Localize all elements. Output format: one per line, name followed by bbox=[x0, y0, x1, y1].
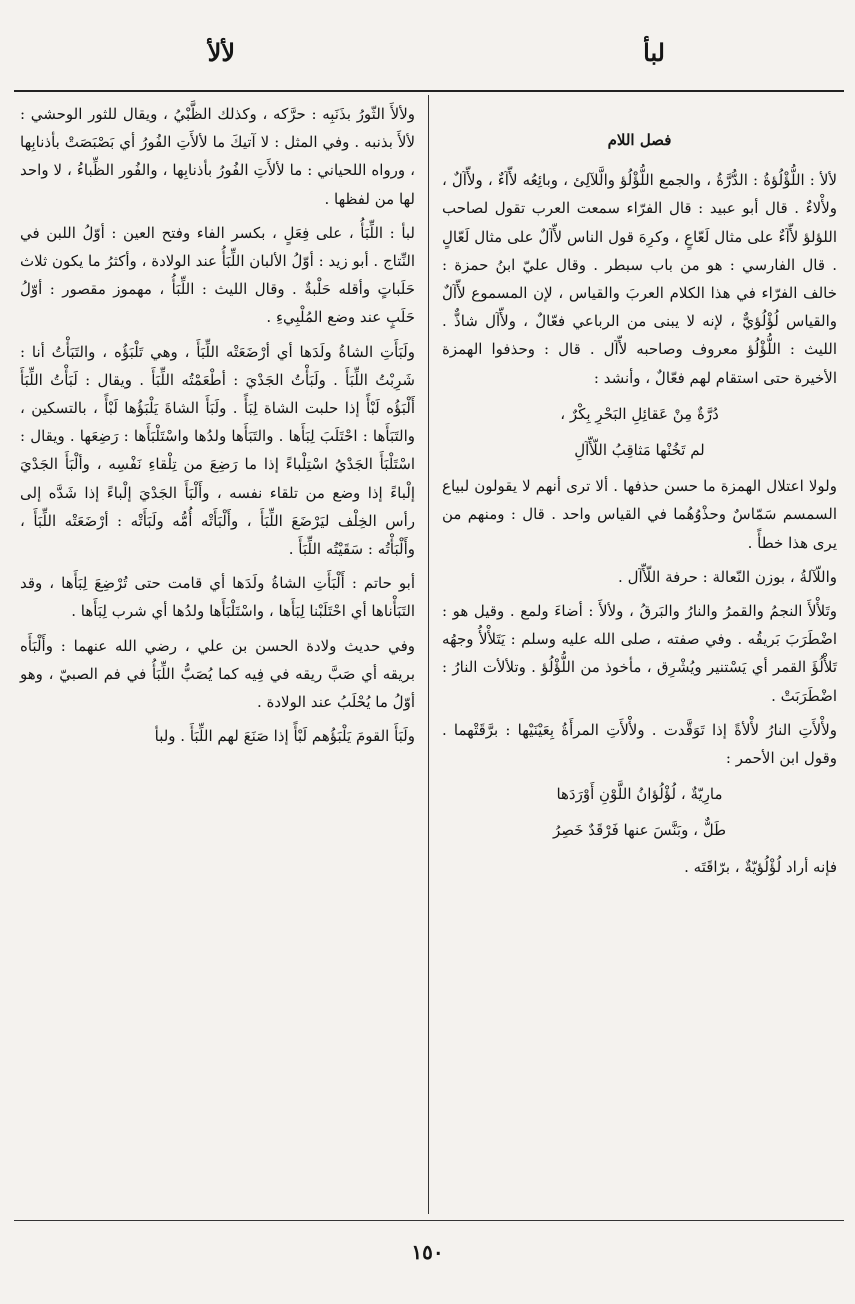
entry-paragraph: لبأ : اللِّبَأُ ، على فِعَلٍ ، بكسر الفاء وفتح العين : أوّلُ اللبن في النِّتاج . أبو زيد : أوّلُ الألبان اللِّبَأُ عند الولادة ، وأكثرُ ما يكون ثلاث حَلَباتٍ وأقله حَلْبةٌ . وقال الليث : اللِّبَأُ ، مهموز مقصور : أوّلُ حَلَبٍ عند وضع المُلْبِيءِ . bbox=[20, 223, 415, 327]
entry-paragraph: ولَبَأَتِ الشاةُ ولَدَها أي أرْضَعَتْه اللِّبَأَ ، وهي تَلْبَؤُه ، والتَبَأْتُ أنا : شَرِبْتُ اللِّبَأَ . ولَبَأْتُ الجَدْيَ : أطْعَمْتُه اللِّبَأَ . ويقال : لَبَأْتُ اللِّبَأَ أَلْبَؤُه لَبْأً إذا حلبت الشاة لِبَأً . ولَبَأَ الشاةَ يَلْبَؤُها لَبْأً ، بالتسكين ، والتَبَأَها : احْتَلَبَ لِبَأَها . والتَبَأَها ولدُها واسْتَلْبَأَها : رَضِعَها . ويقال : اسْتَلْبَأَ الجَدْيُ اسْتِلْباءً إذا ما رَضِعَ من تِلْقاءِ نَفْسِه ، وألْبَأَ الجَدْيَ إلْباءً إذا وضع من تلقاء نفسه ، وأَلْبَأَ الجَدْيَ إلْباءً إذا شَدَّه إلى رأس الخِلْف ليَرْضَعَ اللِّبَأَ ، وأَلْبَأَتْه أُمُّه ولَبَأَتْه : أرْضَعَتْه اللِّبَأَ ، وأَلْبَأْتُه : سَقَيْتُه اللِّبَأَ . bbox=[20, 342, 415, 559]
left-column bbox=[20, 100, 415, 756]
entry-paragraph: فإنه أراد لُؤْلُؤيّةٌ ، برّاقَتَه . bbox=[684, 857, 837, 876]
section-title: فصل اللام bbox=[607, 131, 672, 149]
entry-paragraph: ولألأَ الثّورُ بذَنَبِه : حرَّكه ، وكذلك الظَّبْيُ ، ويقال للثور الوحشي : لألأَ بذنبه . وفي المثل : لا آتيكَ ما لألأَتِ الفُورُ أي بَصْبَصَتْ بأذنابِها ، ورواه اللحياني : ما لألأَتِ الفُورُ بأذنابِها ، والفُور الظِّباءُ ، لا واحد لها من لفظها . bbox=[20, 105, 415, 208]
entry-paragraph: ولولا اعتلال الهمزة ما حسن حذفها . ألا ترى أنهم لا يقولون لبياع السمسم سَمّاسٌ وحذْوُهُما في القياس واحد . قال : ومنهم من يرى هذا خطأً . bbox=[442, 477, 837, 552]
right-column bbox=[442, 100, 837, 887]
page-number: ١٥٠ bbox=[411, 1240, 444, 1264]
footer-rule bbox=[14, 1220, 844, 1221]
entry-paragraph: لألأ : اللُّؤْلُؤةُ : الدُّرَّةُ ، والجمع اللُّؤْلُؤ والَّلآلِئ ، وبائِعُه لأّآءٌ ، ولأّآلٌ ، ولأْلاءٌ . قال أبو عبيد : قال الفرّاء سمعت العرب تقول لصاحب اللؤلؤ لأّآءٌ على مثال لَعّاعٍ ، وكرِهَ قول الناس لأّآلٌ على مثال لَعّالٍ . قال الفارسي : هو من باب سبطر . وقال عليّ ابنُ حمزة : خالف الفرّاء في هذا الكلام العربَ والقياس ، لإن المسموع لأّآلٌ والقياس لُؤْلُؤيٌّ ، لإنه لا يبنى من الرباعي فعّالٌ ، ولأّآل شاذٌّ . الليث : اللُّؤْلُؤ معروف وصاحبه لأّآل . قال : وحذفوا الهمزة الأخيرة حتى استقام لهم فعّالٌ ، وأنشد : bbox=[442, 171, 837, 387]
entry-paragraph: ولأْلأَتِ النارُ لأْلأةً إذا تَوَقَّدت . ولأْلأَتِ المرأَةُ بِعَيْنَيْها : برَّقَتْهما . وقول ابن الأحمر : bbox=[442, 720, 837, 768]
entry-paragraph: وتَلأْلأَ النجمُ والقمرُ والنارُ والبَرقُ ، ولألأَ : أضاءَ ولمع . وقيل هو : اضْطَرَبَ بَريقُه . وفي صفته ، صلى الله عليه وسلم : يَتَلأْلأُ وجهُه تَلأْلُؤَ القمر أي يَسْتنير ويُشْرِق ، مأخوذ من اللُّؤْلُؤ . وتلألأت النارُ : اضْطَرَبَتْ . bbox=[442, 602, 837, 705]
running-head-left: لبأ bbox=[643, 38, 665, 67]
entry-paragraph: أبو حاتم : أَلْبَأَتِ الشاةُ ولَدَها أي قامت حتى تُرْضِعَ لِبَأَها ، وقد التَبَأْناها أي احْتَلَبْنا لِبَأَها ، واسْتَلْبَأَها ولدُها أي شرب لِبَأَها . bbox=[20, 574, 415, 621]
entry-paragraph: ولَبَأَ القومَ يَلْبَؤُهم لَبْأً إذا صَنَعَ لهم اللِّبَأَ . ولبأ bbox=[154, 727, 415, 746]
header-rule bbox=[14, 90, 844, 92]
verse-line: دُرَّةٌ مِنْ عَقائِلِ البَحْرِ بِكْرٌ ، bbox=[560, 404, 719, 423]
verse-line: مارِيّةٌ ، لُؤْلُؤانُ اللَّوْنِ أَوْرَدَها bbox=[556, 785, 723, 804]
column-divider bbox=[428, 95, 429, 1214]
verse-line: لم تَخُنْها مَثاقِبُ اللّأّآلِ bbox=[574, 441, 705, 460]
entry-paragraph: وفي حديث ولادة الحسن بن علي ، رضي الله عنهما : وأَلْبَأَه بريقه أي صَبَّ ريقه في فِيه كما يُصَبُّ اللِّبَأُ في فم الصبيّ ، وهو أوّلُ ما يُحْلَبُ عند الولادة . bbox=[20, 636, 415, 712]
verse-line: طَلٌّ ، وبَنَّسَ عنها فَرْقَدٌ خَصِرُ bbox=[552, 821, 727, 840]
running-head-right: لألأ bbox=[207, 38, 235, 67]
entry-paragraph: واللّآلةُ ، بوزن النّعالة : حرفة اللّأّآل . bbox=[618, 567, 837, 586]
